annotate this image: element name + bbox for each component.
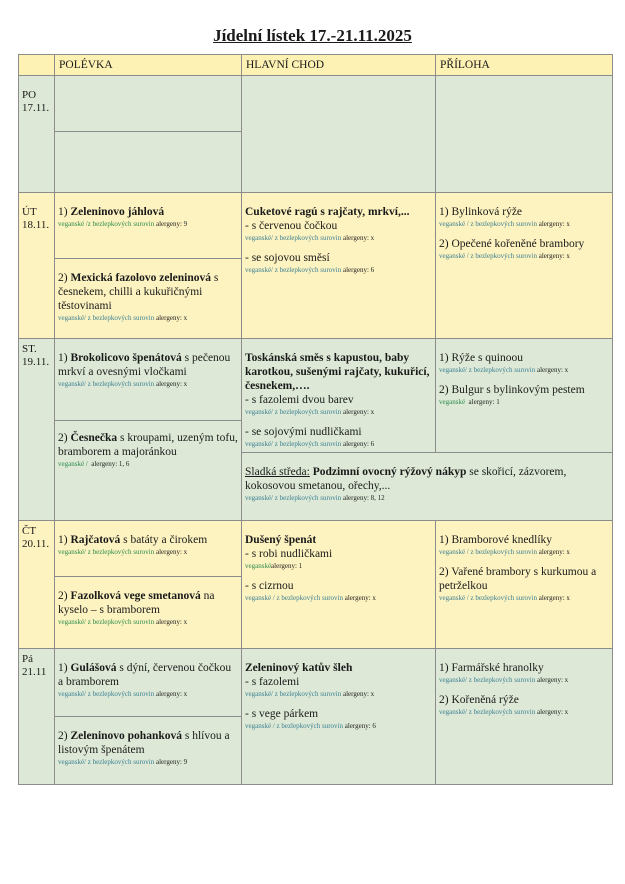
text-al: alergeny: 1 [468, 398, 500, 406]
text-num: 2) [58, 272, 71, 284]
header-empty [19, 55, 55, 76]
text-meta2: veganské/ z bezlepkových surovin [245, 440, 342, 448]
dish-meta [439, 593, 609, 603]
menu-table [18, 54, 613, 785]
text-meta: veganské / z bezlepkových surovin [439, 220, 537, 228]
text-meta1: veganské/ z bezlepkových surovin [245, 690, 342, 698]
text-bold: Zeleninovo jáhlová [70, 206, 165, 218]
text-al2: alergeny: 6 [344, 722, 376, 730]
tuesday-soup-1 [55, 193, 242, 259]
dish-meta [245, 689, 432, 699]
dish-text [58, 271, 238, 313]
text-bold: Zeleninovo pohanková [70, 730, 182, 742]
day-date: 18.11. [22, 219, 50, 231]
dish-meta [439, 707, 609, 717]
text-meta: veganské/ z bezlepkových surovin [58, 618, 155, 626]
row-thursday [19, 521, 613, 577]
main-option-1: - s fazolemi dvou barev [245, 394, 354, 406]
text-rest: s pečenou mrkví a ovesnými vločkami [58, 352, 231, 378]
wednesday-main [242, 339, 436, 453]
text-rest: s batáty a čirokem [120, 534, 208, 546]
text-al: alergeny: 9 [155, 220, 188, 228]
side-option-1: 1) Farmářské hranolky [439, 662, 544, 674]
dish-meta [58, 617, 238, 627]
friday-soup-1 [55, 649, 242, 717]
monday-main [242, 76, 436, 193]
main-option-2: - se sojovými nudličkami [245, 426, 362, 438]
wednesday-sweet [242, 453, 613, 521]
page-title: Jídelní lístek 17.-21.11.2025 [213, 26, 412, 45]
text-num: 1) [58, 534, 71, 546]
dish-meta [245, 593, 432, 603]
text-meta2: veganské / z bezlepkových surovin [245, 594, 343, 602]
text-meta1: veganské/ z bezlepkových surovin [245, 234, 342, 242]
text-al: alergeny: x [536, 708, 569, 716]
wednesday-soup-1 [55, 339, 242, 421]
text-num: 2) [58, 432, 71, 444]
text-al: alergeny: 1, 6 [91, 460, 130, 468]
text-meta: veganské / z bezlepkových surovin [439, 252, 537, 260]
text-num: 1) [58, 662, 71, 674]
side-option-1: 1) Bramborové knedlíky [439, 534, 553, 546]
text-meta: veganské / [58, 460, 88, 468]
text-num: 1) [58, 206, 71, 218]
text-meta: veganské/ z bezlepkových surovin [439, 708, 536, 716]
text-al1: alergeny: x [342, 408, 375, 416]
text-bold: Brokolicovo špenátová [70, 352, 182, 364]
side-option-1: 1) Bylinková rýže [439, 206, 523, 218]
text-bold: Česnečka [70, 432, 118, 444]
text-al1: alergeny: x [342, 690, 375, 698]
text-rest: s kroupami, uzeným tofu, bramborem a majoránkou [58, 432, 238, 458]
dish-meta [58, 547, 238, 557]
text-meta2: veganské / z bezlepkových surovin [245, 722, 343, 730]
friday-main [242, 649, 436, 785]
dish-meta [439, 397, 609, 407]
tuesday-soup-2 [55, 259, 242, 339]
text-rest: s dýní, červenou čočkou a bramborem [58, 662, 232, 688]
dish-meta [245, 407, 432, 417]
dish-meta [245, 265, 432, 275]
text-num: 2) [58, 590, 71, 602]
dish-meta [58, 379, 238, 389]
row-friday [19, 649, 613, 717]
text-al: alergeny: x [538, 252, 570, 260]
main-dish-name: Cuketové ragú s rajčaty, mrkví,... [245, 206, 410, 218]
text-al: alergeny: x [155, 690, 188, 698]
row-tuesday [19, 193, 613, 259]
day-friday [19, 649, 55, 785]
dish-meta [439, 365, 609, 375]
text-meta: veganské/ z bezlepkových surovin [58, 758, 155, 766]
tuesday-side [436, 193, 613, 339]
sweet-label: Sladká středa: [245, 466, 310, 478]
main-option-2: - se sojovou směsí [245, 252, 330, 264]
header-side: PŘÍLOHA [436, 55, 613, 76]
text-meta: veganské / z bezlepkových surovin [439, 594, 537, 602]
text-meta: veganské/ z bezlepkových surovin [58, 380, 155, 388]
text-meta: veganské/ z bezlepkových surovin [439, 366, 536, 374]
text-meta1: veganské [245, 562, 272, 570]
header-soup: POLÉVKA [55, 55, 242, 76]
day-tuesday [19, 193, 55, 339]
main-option-1: - s robi nudličkami [245, 548, 333, 560]
text-al: alergeny: x [155, 618, 188, 626]
day-label: ÚT [22, 206, 37, 218]
text-meta2: veganské/ z bezlepkových surovin [245, 266, 342, 274]
text-meta: veganské/ z bezlepkových surovin [439, 676, 536, 684]
dish-meta [245, 439, 432, 449]
monday-side [436, 76, 613, 193]
thursday-soup-2 [55, 577, 242, 649]
text-al: alergeny: x [538, 548, 570, 556]
text-al: alergeny: x [538, 594, 570, 602]
text-al: alergeny: x [536, 676, 569, 684]
text-rest: se skořicí, zázvorem, kokosovou smetanou, ořechy,... [245, 466, 567, 492]
dish-meta [245, 233, 432, 243]
thursday-side [436, 521, 613, 649]
tuesday-main [242, 193, 436, 339]
day-label: ST. [22, 343, 37, 355]
day-thursday [19, 521, 55, 649]
text-meta: veganské /z bezlepkových surovin [58, 220, 155, 228]
dish-meta [245, 721, 432, 731]
text-al2: alergeny: x [344, 594, 376, 602]
text-al: alergeny: x [155, 380, 188, 388]
thursday-main [242, 521, 436, 649]
dish-meta [58, 689, 238, 699]
text-rest: s česnekem, chilli a kukuřičnými těstovinami [58, 272, 219, 312]
text-al: alergeny: 9 [155, 758, 188, 766]
text-bold: Fazolková vege smetanová [70, 590, 201, 602]
monday-soup-1 [55, 76, 242, 132]
side-option-2: 2) Bulgur s bylinkovým pestem [439, 384, 585, 396]
dish-meta [439, 675, 609, 685]
dish-text [58, 205, 238, 219]
header-row [19, 55, 613, 76]
text-bold: Gulášová [70, 662, 117, 674]
day-monday [19, 76, 55, 193]
text-al1: alergeny: x [342, 234, 375, 242]
header-main: HLAVNÍ CHOD [242, 55, 436, 76]
side-option-1: 1) Rýže s quinoou [439, 352, 524, 364]
dish-meta [58, 313, 238, 323]
dish-meta [245, 493, 609, 503]
text-al2: alergeny: 6 [342, 440, 375, 448]
dish-meta [58, 757, 238, 767]
text-rest: s hlívou a listovým špenátem [58, 730, 230, 756]
thursday-soup-1 [55, 521, 242, 577]
main-dish-name: Toskánská směs s kapustou, baby karotkou, sušenými rajčaty, kukuřicí, česnekem,…. [245, 352, 430, 392]
text-meta: veganské/ z bezlepkových surovin [58, 314, 155, 322]
side-option-2: 2) Kořeněná rýže [439, 694, 519, 706]
wednesday-side [436, 339, 613, 453]
text-num: 2) [58, 730, 71, 742]
text-al: alergeny: x [536, 366, 569, 374]
day-date: 19.11. [22, 356, 50, 368]
side-option-2: 2) Opečené kořeněné brambory [439, 238, 585, 250]
text-al2: alergeny: 6 [342, 266, 375, 274]
dish-meta [245, 561, 432, 571]
text-al: alergeny: 8, 12 [342, 494, 385, 502]
day-label: ČT [22, 525, 37, 537]
dish-meta [439, 547, 609, 557]
text-rest: na kyselo – s bramborem [58, 590, 215, 616]
main-option-1: - s fazolemi [245, 676, 300, 688]
side-option-2: 2) Vařené brambory s kurkumou a petrželkou [439, 566, 597, 592]
dish-meta [439, 219, 609, 229]
main-dish-name: Dušený špenát [245, 534, 317, 546]
dish-meta [439, 251, 609, 261]
dish-meta [58, 219, 238, 229]
day-date: 20.11. [22, 538, 50, 550]
text-al1: alergeny: 1 [271, 562, 303, 570]
wednesday-soup-2 [55, 421, 242, 521]
main-dish-name: Zeleninový katův šleh [245, 662, 353, 674]
row-wednesday [19, 339, 613, 421]
main-option-1: - s červenou čočkou [245, 220, 338, 232]
text-al: alergeny: x [155, 314, 188, 322]
day-wednesday [19, 339, 55, 521]
day-label: PO [22, 89, 37, 101]
text-meta1: veganské/ z bezlepkových surovin [245, 408, 342, 416]
main-option-2: - s cizrnou [245, 580, 294, 592]
dish-meta [58, 459, 238, 469]
friday-soup-2 [55, 717, 242, 785]
friday-side [436, 649, 613, 785]
monday-soup-2 [55, 132, 242, 193]
text-al: alergeny: x [155, 548, 188, 556]
day-date: 21.11 [22, 666, 47, 678]
day-date: 17.11. [22, 102, 50, 114]
text-meta: veganské/ z bezlepkových surovin [58, 690, 155, 698]
text-meta: veganské / z bezlepkových surovin [439, 548, 537, 556]
row-monday [19, 76, 613, 132]
sweet-dish-name: Podzimní ovocný rýžový nákyp [312, 466, 467, 478]
text-bold: Rajčatová [70, 534, 121, 546]
text-bold: Mexická fazolovo zeleninová [70, 272, 211, 284]
text-meta: veganské/ z bezlepkových surovin [58, 548, 155, 556]
text-num: 1) [58, 352, 71, 364]
text-meta: veganské [439, 398, 466, 406]
day-label: Pá [22, 653, 33, 665]
text-meta: veganské/ z bezlepkových surovin [245, 494, 342, 502]
main-option-2: - s vege párkem [245, 708, 319, 720]
text-al: alergeny: x [538, 220, 570, 228]
